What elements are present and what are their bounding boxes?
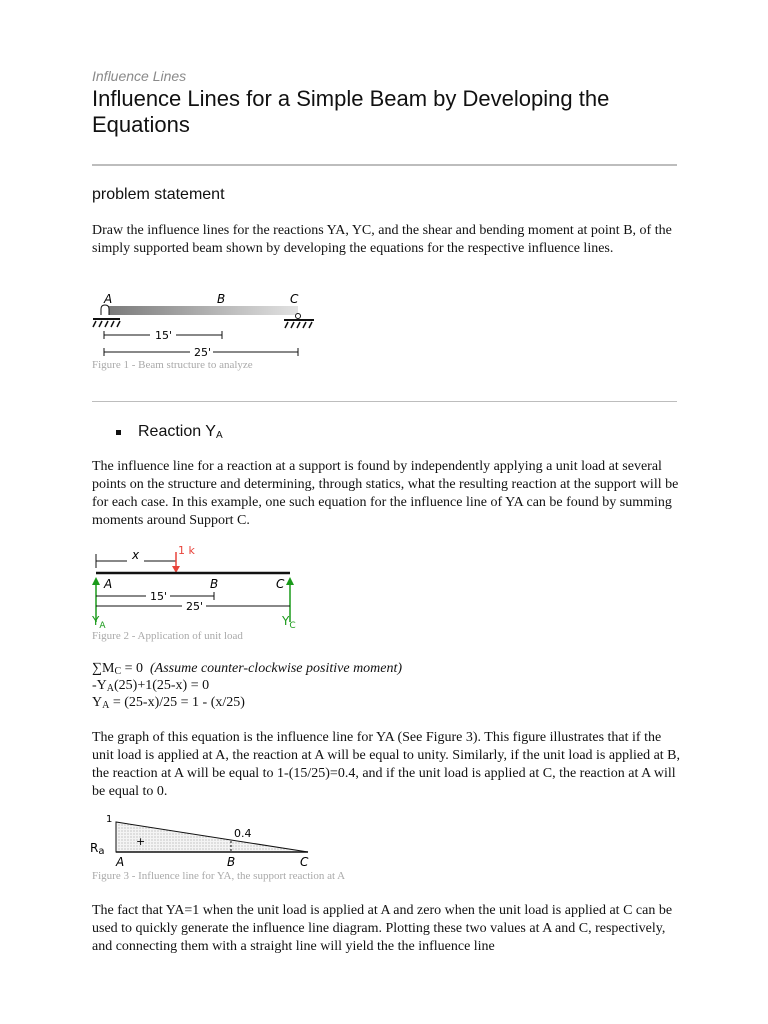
breadcrumb[interactable]: Influence Lines [92,68,187,84]
reaction-yc-label: $Y_C$ [282,614,296,631]
dim-ac: 25' [186,600,204,613]
dim-ac: 25' [194,346,212,359]
value-at-b: 0.4 [234,827,252,840]
reaction-ya-label: $Y_A$ [92,614,106,631]
label-b: B [217,292,226,306]
beam-figure-1 [88,288,328,364]
label-b: B [210,577,219,591]
beam [102,306,298,315]
plus-sign: + [136,835,146,848]
label-c: C [290,292,299,306]
equation-sum-moments: $\sum M_C = 0$ (Assume counter-clockwise positive moment) [92,661,403,677]
label-c: C [276,577,285,591]
label-a: A [104,577,113,591]
ra-label: Ra [90,841,105,857]
figure-caption: Figure 3 - Influence line for YA, the support reaction at A [92,870,346,882]
paragraph: The influence line for a reaction at a support is found by independently applying a unit load at several points on the structure and determining, through statics, what the resulting reaction at the support will be for each case. In this example, one such equation for the influence line of YA can be found by summing moments around Support C. [92,459,679,528]
equation-3: $Y_A = (25-x)/25 = 1 - (x/25)$ [92,695,245,711]
x-label: x [132,548,140,562]
label-a: A [104,292,113,306]
pin-support-a [101,305,109,315]
bullet-marker [116,430,121,435]
section-heading: problem statement [92,186,225,203]
divider [92,401,677,402]
influence-line-figure-3 [88,812,318,872]
page-title: Influence Lines for a Simple Beam by Developing the Equations [92,86,610,137]
unit-load-label: 1 k [178,544,195,557]
paragraph: The fact that YA=1 when the unit load is applied at A and zero when the unit load is applied at C can be used to quickly generate the influence line diagram. Plotting these two values at A and C, respectively, and connecting them with a straight line will yield the the influence line [92,903,673,954]
label-c: C [300,855,309,869]
roller-support-c [296,314,301,319]
figure-caption: Figure 1 - Beam structure to analyze [92,359,253,371]
dim-ab: 15' [155,329,173,342]
label-b: B [227,855,236,869]
paragraph: The graph of this equation is the influence line for YA (See Figure 3). This figure illustrates that if the unit load is applied at A, the reaction at A will be equal to unity. Similarly, if the unit load is applied at B, the reaction at A will be equal to 1-(15/25)=0.4, and if the unit load is applied at C, the reaction at A will be equal to 0. [92,730,681,799]
divider [92,164,677,166]
value-one: 1 [106,814,113,825]
beam-figure-2 [90,542,310,632]
problem-text: Draw the influence lines for the reactions YA, YC, and the shear and bending moment at point B, of the simply supported beam shown by developing the equations for the respective influence lines. [92,223,672,256]
equation-2: $-Y_A(25)+1(25-x) = 0$ [92,678,210,694]
dim-ab: 15' [150,590,168,603]
label-a: A [116,855,125,869]
section-heading: Reaction $Y_A$ [138,423,223,441]
figure-caption: Figure 2 - Application of unit load [92,630,243,642]
